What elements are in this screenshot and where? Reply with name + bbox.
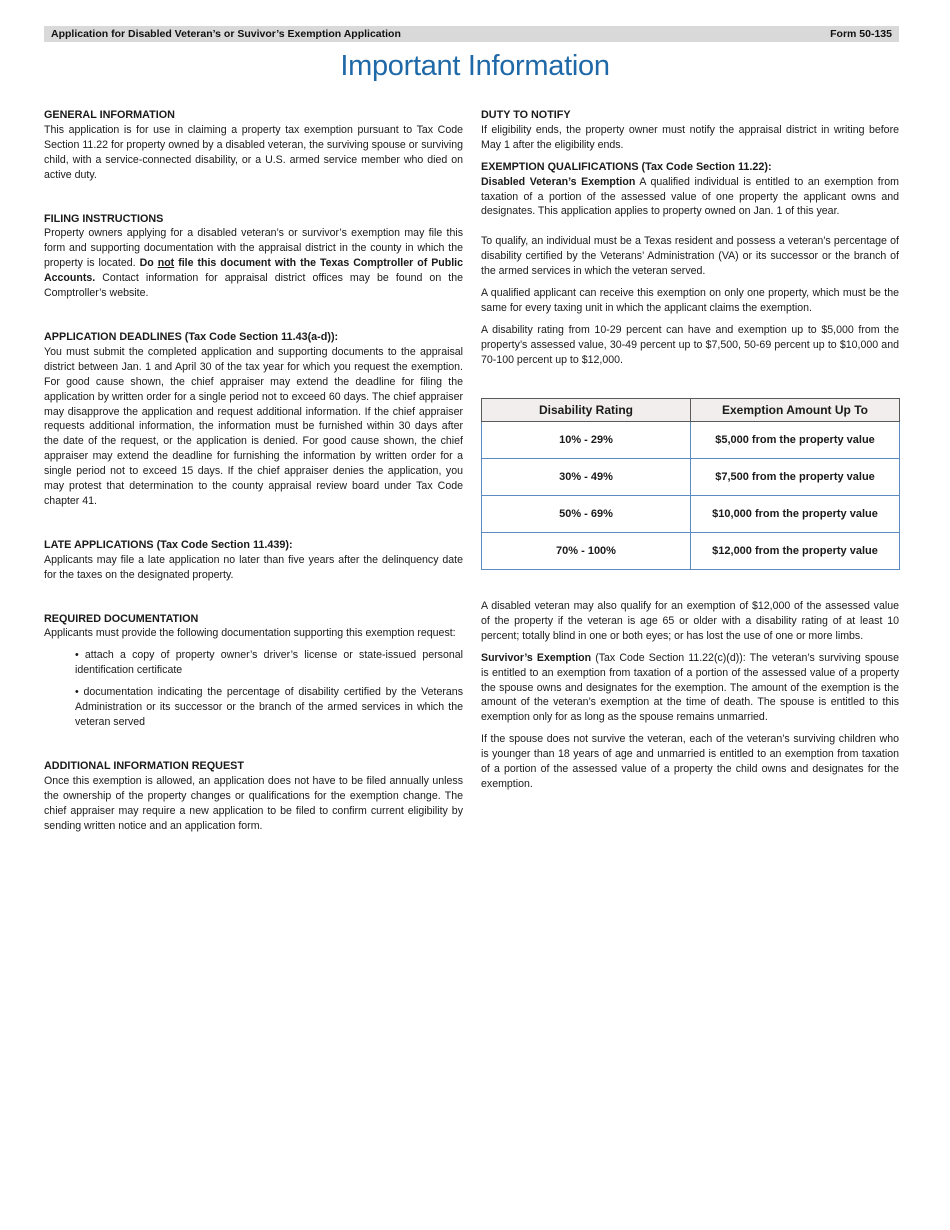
filing-instructions-heading: FILING INSTRUCTIONS [44,212,164,225]
table-header-rating: Disability Rating [482,399,691,422]
documentation-bullet-license: • attach a copy of property owner’s driver’s license or state-issued personal identification certificate [75,649,463,677]
one-property-paragraph: A qualified applicant can receive this exemption on only one property, which must be the same for every taxing unit in which the applicant claims the exemption. [481,287,899,314]
form-number: Form 50-135 [830,28,892,40]
survivor-exemption-text: (Tax Code Section 11.22(c)(d)): The veteran’s surviving spouse is entitled to an exemption from taxation of a portion of the assessed value of a property the spouse owns and designates for the exemption. The amount of the exemption is the amount of the veteran’s exemption at the time of death. The spouse is entitled to this exemption only for as long as the spouse remains unmarried. [481,651,899,724]
right-column-bottom [481,599,899,792]
table-row [482,496,900,533]
table-cell-amount: $10,000 from the property value [691,496,900,533]
filing-bold-do: Do [139,257,158,270]
disabled-veteran-label: Disabled Veteran’s Exemption [481,175,636,188]
duty-to-notify-body: If eligibility ends, the property owner must notify the appraisal district in writing before May 1 after the eligibility ends. [481,123,899,151]
table-row [482,533,900,570]
general-information-section [44,108,463,183]
table-header-amount: Exemption Amount Up To [691,399,900,422]
qualify-paragraph: To qualify, an individual must be a Texas resident and possess a veteran’s percentage of disability certified by the Veterans’ Administration (VA) or its successor or the branch of the armed services in which the veteran served. [481,235,899,278]
disability-rating-paragraph: A disability rating from 10-29 percent can have and exemption up to $5,000 from the property’s assessed value, 30-49 percent up to $7,500, 50-69 percent up to $10,000 and 70-100 percent up to $12,000. [481,323,899,366]
general-information-body: This application is for use in claiming a property tax exemption pursuant to Tax Code Section 11.22 for property owned by a disabled veteran, the surviving spouse or surviving child, with a service-connected disability, or a U.S. armed service member who died on active duty. [44,123,463,181]
survivor-exemption-label: Survivor’s Exemption [481,651,592,664]
table-cell-rating: 50% - 69% [482,496,691,533]
late-applications-heading: LATE APPLICATIONS (Tax Code Section 11.439): [44,538,293,551]
required-documentation-body: Applicants must provide the following documentation supporting this exemption request: [44,627,456,640]
filing-bold-not: not [157,257,175,270]
surviving-children-paragraph: If the spouse does not survive the veteran, each of the veteran’s surviving children who is younger than 18 years of age and unmarried is entitled to an exemption from taxation of a portion of the assessed value of a property the child owns and designates for the exemption. [481,733,899,790]
required-documentation-heading: REQUIRED DOCUMENTATION [44,612,199,625]
table-cell-amount: $7,500 from the property value [691,459,900,496]
survivor-exemption-paragraph [481,651,899,726]
disabled-veteran-text: A qualified individual is entitled to an exemption from taxation of a portion of the assessed value of one property the applicant owns and designates. This application applies to property owned on Jan. 1 of this year. [481,175,899,218]
required-documentation-section [44,612,463,730]
form-header-title: Application for Disabled Veteran’s or Suvivor’s Exemption Application [51,28,401,40]
additional-information-section [44,759,463,834]
table-cell-amount: $5,000 from the property value [691,422,900,459]
disabled-veteran-paragraph [481,175,899,220]
filing-text-1: Property owners applying for a disabled veteran’s or survivor’s exemption may file this form and supporting documentation with the appraisal district in the county in which the property is located. [44,227,463,270]
late-applications-section [44,538,463,583]
duty-to-notify-section [481,108,899,153]
general-information-heading: GENERAL INFORMATION [44,109,175,121]
right-column-top [481,108,899,368]
table-cell-rating: 70% - 100% [482,533,691,570]
table-row [482,422,900,459]
application-deadlines-section [44,330,463,509]
form-header-bar [44,26,899,42]
additional-information-heading: ADDITIONAL INFORMATION REQUEST [44,759,244,772]
application-deadlines-body: You must submit the completed application and supporting documents to the appraisal district between Jan. 1 and April 30 of the tax year for which you request the exemption. For good cause shown, the chief appraiser may extend the deadline for filing the application by written order for a single period not to exceed 60 days. The chief appraiser may disapprove the application and request additional information. If the chief appraiser requests additional information, the information must be furnished within 30 days after the date of the request, or the application is denied. For good cause shown, the chief appraiser may extend the deadline for furnishing the information by written order for a single period not to exceed 15 days. If the chief appraiser denies the application, you may protest that determination to the county appraisal review board under Tax Code chapter 41. [44,345,463,507]
additional-information-body: Once this exemption is allowed, an application does not have to be filed annually unless the ownership of the property changes or qualifications for the exemption change. The chief appraiser may require a new application to be filed to confirm current eligibility by sending written notice and an application form. [44,774,463,832]
disability-rating-table [481,398,900,570]
late-applications-body: Applicants may file a late application no later than five years after the delinquency date for the taxes on the designated property. [44,553,463,581]
filing-instructions-body [44,226,463,301]
table-cell-rating: 30% - 49% [482,459,691,496]
table-cell-amount: $12,000 from the property value [691,533,900,570]
filing-text-2: Contact information for appraisal district offices may be found on the Comptroller’s website. [44,272,463,300]
application-deadlines-heading: APPLICATION DEADLINES (Tax Code Section 11.43(a-d)): [44,330,339,343]
age-65-paragraph: A disabled veteran may also qualify for an exemption of $12,000 of the assessed value of the property if the veteran is age 65 or older with a disability rating of at least 10 percent; totally blind in one or both eyes; or has lost the use of one or more limbs. [481,600,899,642]
duty-to-notify-heading: DUTY TO NOTIFY [481,109,571,121]
table-header-row [482,399,900,422]
exemption-qualifications-heading: EXEMPTION QUALIFICATIONS (Tax Code Section 11.22): [481,160,772,173]
table-cell-rating: 10% - 29% [482,422,691,459]
page-title: Important Information [340,50,610,82]
filing-bold-comptroller: file this document with the Texas Comptroller of Public Accounts. [44,257,464,285]
documentation-bullet-disability: • documentation indicating the percentage of disability certified by the Veterans Administration or its successor or the branch of the armed services in which the veteran served [75,686,463,728]
table-row [482,459,900,496]
filing-instructions-section [44,212,463,301]
left-column [44,108,463,833]
exemption-qualifications-section [481,160,899,368]
